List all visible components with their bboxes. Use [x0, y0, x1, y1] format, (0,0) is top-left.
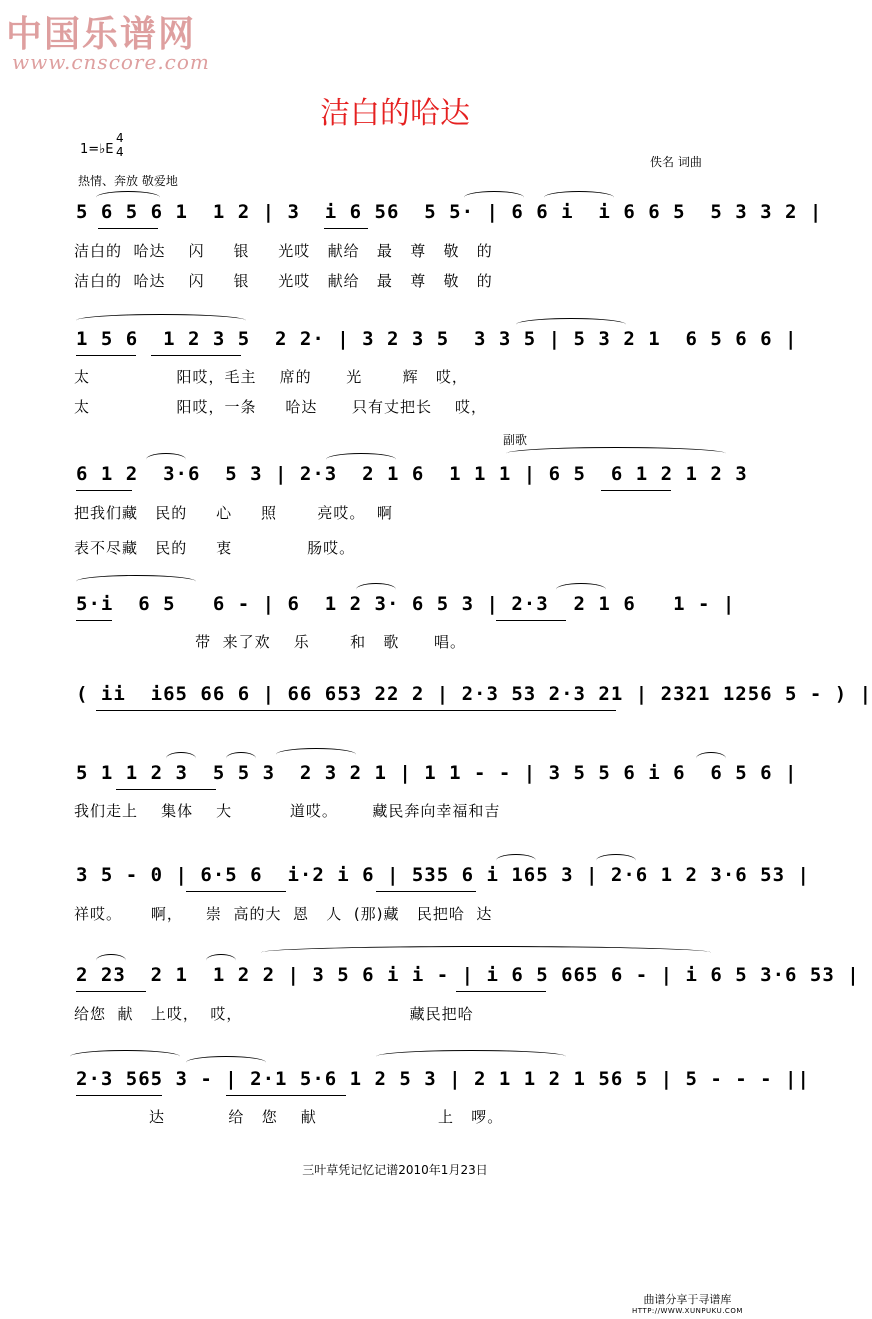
beam: [116, 789, 216, 790]
site-credit[interactable]: [632, 1291, 743, 1315]
slur: [596, 854, 636, 867]
slur: [166, 752, 196, 765]
lyric-3-verse-2: 表不尽藏 民的 衷 肠哎。: [74, 539, 356, 557]
staff-notes: 3 5 - 0 | 6·5 6 i·2 i 6 | 535 6 i 165 3 | 2·6 1 2 3·6 53 |: [76, 864, 810, 886]
beam: [76, 991, 146, 992]
staff-4: [76, 593, 736, 629]
meter-bottom: 4: [116, 145, 124, 159]
slur: [544, 191, 614, 204]
slur: [146, 453, 186, 466]
slur: [506, 447, 726, 460]
slur: [516, 318, 626, 331]
slur: [464, 191, 524, 204]
beam: [96, 710, 616, 711]
beam: [76, 620, 112, 621]
author-credit: 佚名 词曲: [650, 155, 702, 169]
beam: [76, 490, 132, 491]
slur: [96, 191, 160, 204]
slur: [556, 583, 606, 596]
slur: [276, 748, 356, 761]
lyric-4: 带 来了欢 乐 和 歌 唱。: [74, 633, 467, 651]
staff-notes: 2·3 565 3 - | 2·1 5·6 1 2 5 3 | 2 1 1 2 1 56 5 | 5 - - - ||: [76, 1068, 810, 1090]
beam: [186, 891, 286, 892]
beam: [324, 228, 368, 229]
lyric-2-verse-1: 太 阳哎，毛主 席的 光 辉 哎，: [74, 368, 468, 386]
slur: [696, 752, 726, 765]
staff-1: [76, 201, 823, 237]
lyric-7: 祥哎。 啊， 崇 高的大 恩 人 (那)藏 民把哈 达: [74, 905, 493, 923]
lyric-1-verse-2: 洁白的 哈达 闪 银 光哎 献给 最 尊 敬 的: [74, 272, 493, 290]
meter-top: 4: [116, 131, 124, 145]
staff-3: [76, 463, 748, 499]
lyric-6: 我们走上 集体 大 道哎。 藏民奔向幸福和吉: [74, 802, 501, 820]
staff-9: [76, 1068, 810, 1104]
credit-url[interactable]: HTTP://WWW.XUNPUKU.COM: [632, 1307, 743, 1315]
beam: [456, 991, 546, 992]
staff-8: [76, 964, 860, 1000]
staff-notes: 2 23 2 1 1 2 2 | 3 5 6 i i - | i 6 5 665 6 - | i 6 5 3·6 53 |: [76, 964, 860, 986]
lyric-1-verse-1: 洁白的 哈达 闪 银 光哎 献给 最 尊 敬 的: [74, 242, 493, 260]
staff-notes: 1 5 6 1 2 3 5 2 2· | 3 2 3 5 3 3 5 | 5 3 2 1 6 5 6 6 |: [76, 328, 798, 350]
slur: [326, 453, 396, 466]
staff-5-interlude: [76, 683, 872, 719]
staff-6: [76, 762, 798, 798]
staff-2: [76, 328, 798, 364]
slur: [376, 1050, 566, 1063]
slur: [96, 954, 126, 967]
lyric-2-verse-2: 太 阳哎，一条 哈达 只有丈把长 哎，: [74, 398, 488, 416]
beam: [226, 1095, 346, 1096]
transcription-note: 三叶草凭记忆记谱2010年1月23日: [302, 1163, 488, 1177]
slur: [261, 946, 711, 959]
section-label: 副歌: [503, 433, 528, 447]
slur: [70, 1050, 180, 1063]
credit-line: 曲谱分享于寻谱库: [643, 1293, 732, 1306]
watermark-url: www.cnscore.com: [12, 50, 210, 74]
beam: [76, 1095, 162, 1096]
staff-notes: 5 6 5 6 1 1 2 | 3 i 6 56 5 5· | 6 6 i i 6 6 5 5 3 3 2 |: [76, 201, 823, 223]
staff-7: [76, 864, 810, 900]
beam: [496, 620, 566, 621]
key-signature: 1=♭E: [80, 142, 114, 157]
slur: [186, 1056, 266, 1069]
staff-notes: ( ii i65 66 6 | 66 653 22 2 | 2·3 53 2·3 21 | 2321 1256 5 - ) |: [76, 683, 872, 705]
slur: [226, 752, 256, 765]
lyric-8: 给您 献 上哎， 哎， 藏民把哈: [74, 1005, 474, 1023]
time-signature: [116, 131, 124, 159]
lyric-9: 达 给 您 献 上 啰。: [74, 1108, 504, 1126]
tempo-marking: 热情、奔放 敬爱地: [78, 174, 178, 188]
slur: [76, 314, 246, 327]
slur: [496, 854, 536, 867]
song-title: 洁白的哈达: [320, 96, 470, 131]
slur: [206, 954, 236, 967]
staff-notes: 5 1 1 2 3 5 5 3 2 3 2 1 | 1 1 - - | 3 5 5 6 i 6 6 5 6 |: [76, 762, 798, 784]
slur: [76, 575, 196, 588]
beam: [376, 891, 476, 892]
lyric-3-verse-1: 把我们藏 民的 心 照 亮哎。 啊: [74, 504, 393, 522]
beam: [76, 355, 136, 356]
staff-notes: 5·i 6 5 6 - | 6 1 2 3· 6 5 3 | 2·3 2 1 6 1 - |: [76, 593, 736, 615]
beam: [601, 490, 671, 491]
staff-notes: 6 1 2 3·6 5 3 | 2·3 2 1 6 1 1 1 | 6 5 6 1 2 1 2 3: [76, 463, 748, 485]
beam: [151, 355, 241, 356]
slur: [356, 583, 396, 596]
beam: [98, 228, 158, 229]
watermark-logo: 中国乐谱网: [6, 13, 197, 55]
